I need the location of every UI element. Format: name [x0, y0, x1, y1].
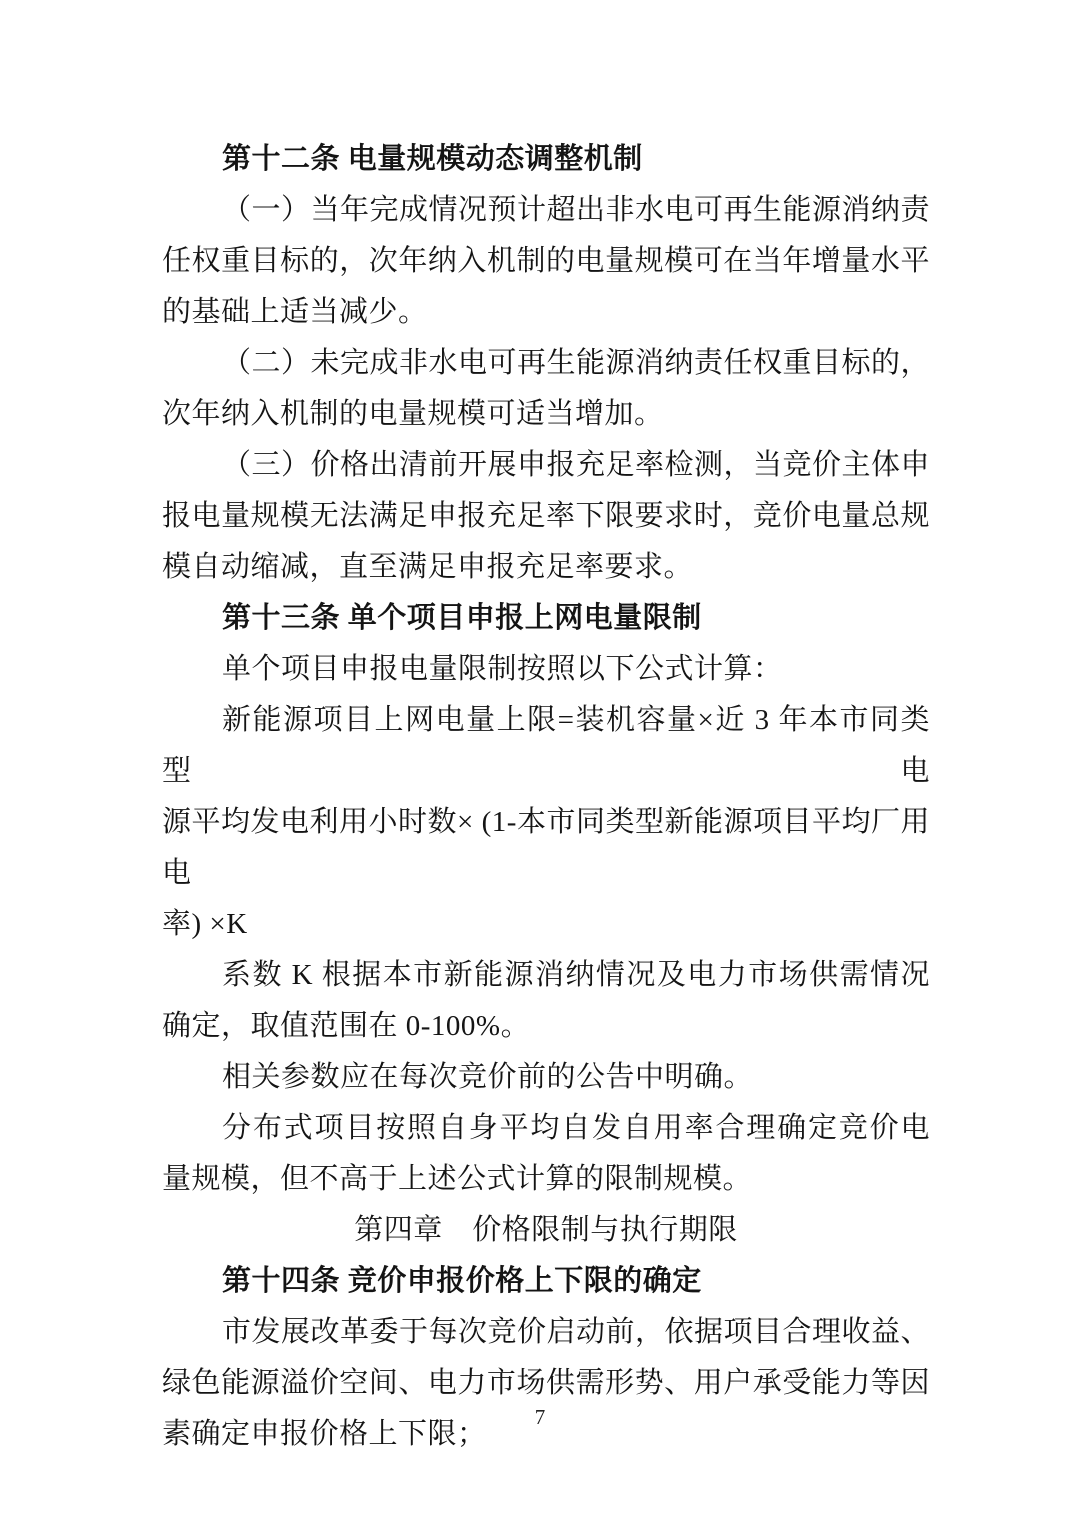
body: 市发展改革委于每次竞价启动前，依据项目合理收益、 [222, 1316, 931, 1348]
body: 次年纳入机制的电量规模可适当增加。 [162, 398, 664, 430]
body: 的基础上适当减少。 [162, 296, 428, 328]
body: 素确定申报价格上下限； [162, 1418, 487, 1450]
body: （一）当年完成情况预计超出非水电可再生能源消纳责 [222, 194, 931, 226]
body: 源平均发电利用小时数× (1-本市同类型新能源项目平均厂用电 [162, 806, 930, 889]
body: 任权重目标的，次年纳入机制的电量规模可在当年增量水平 [162, 245, 930, 277]
body: 单个项目申报电量限制按照以下公式计算： [222, 653, 783, 685]
body: 分布式项目按照自身平均自发自用率合理确定竞价电 [222, 1112, 930, 1144]
body: 率) ×K [162, 908, 248, 940]
body: 绿色能源溢价空间、电力市场供需形势、用户承受能力等因 [162, 1367, 930, 1399]
body: 确定，取值范围在 0-100%。 [162, 1010, 531, 1042]
document-body [162, 134, 930, 1460]
article-heading: 第十四条 竞价申报价格上下限的确定 [222, 1265, 702, 1297]
chapter-heading: 第四章 价格限制与执行期限 [354, 1214, 738, 1246]
body: （三）价格出清前开展申报充足率检测，当竞价主体申 [222, 449, 931, 481]
body: 系数 K 根据本市新能源消纳情况及电力市场供需情况 [222, 959, 930, 991]
page-number: 7 [534, 1405, 546, 1429]
body: 量规模，但不高于上述公式计算的限制规模。 [162, 1163, 753, 1195]
body: 报电量规模无法满足申报充足率下限要求时，竞价电量总规 [162, 500, 930, 532]
body: （二）未完成非水电可再生能源消纳责任权重目标的， [222, 347, 931, 379]
article-heading: 第十三条 单个项目申报上网电量限制 [222, 602, 702, 634]
body: 新能源项目上网电量上限=装机容量×近 3 年本市同类型电 [162, 704, 930, 787]
body: 相关参数应在每次竞价前的公告中明确。 [222, 1061, 754, 1093]
body: 模自动缩减，直至满足申报充足率要求。 [162, 551, 694, 583]
article-heading: 第十二条 电量规模动态调整机制 [222, 143, 643, 175]
